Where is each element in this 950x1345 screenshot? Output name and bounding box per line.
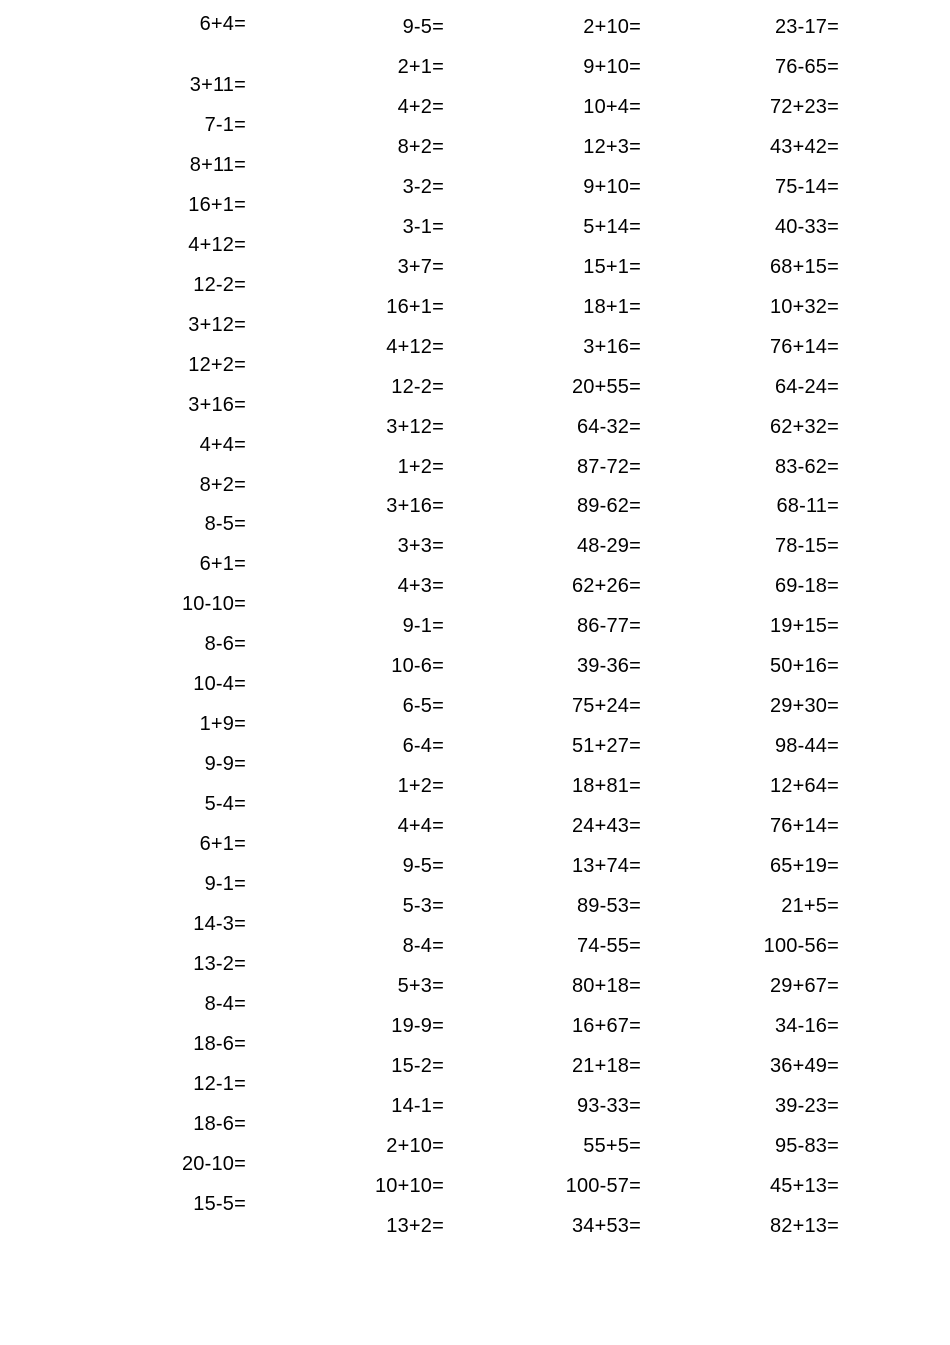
math-problem: 36+49= <box>769 1054 839 1077</box>
math-problem: 3+7= <box>397 255 444 278</box>
math-problem: 76-65= <box>774 56 839 78</box>
math-problem: 12-1= <box>193 1072 246 1095</box>
math-problem: 9-5= <box>402 855 444 877</box>
math-problem: 18-6= <box>193 1112 246 1135</box>
math-problem: 8+2= <box>199 473 246 496</box>
math-problem: 8-5= <box>204 513 246 536</box>
math-problem: 10-10= <box>181 593 246 616</box>
math-problem: 13+2= <box>386 1214 444 1237</box>
math-problem: 100-57= <box>565 1174 641 1197</box>
math-problem: 24+43= <box>571 815 641 838</box>
math-problem: 89-53= <box>576 894 641 917</box>
math-problem: 68-11= <box>776 495 839 518</box>
math-problem: 6+1= <box>199 553 246 576</box>
math-problem: 3+11= <box>189 74 246 96</box>
math-problem: 89-62= <box>576 495 641 518</box>
math-problem: 8+11= <box>189 153 246 176</box>
math-problem: 4+3= <box>397 575 444 598</box>
math-problem: 6-4= <box>402 735 444 758</box>
math-problem: 34+53= <box>571 1214 641 1237</box>
math-problem: 2+1= <box>397 56 444 78</box>
math-problem: 62+26= <box>571 575 641 598</box>
math-problem: 78-15= <box>774 535 839 558</box>
math-problem: 9+10= <box>583 56 641 78</box>
math-problem: 9-5= <box>402 16 444 38</box>
math-problem: 16+1= <box>386 295 444 318</box>
math-problem: 10+10= <box>374 1174 444 1197</box>
math-problem: 18+81= <box>571 775 641 798</box>
math-problem: 45+13= <box>769 1174 839 1197</box>
math-problem: 12+3= <box>583 135 641 158</box>
math-problem: 13-2= <box>193 952 246 975</box>
math-problem: 65+19= <box>769 855 839 877</box>
math-problem: 95-83= <box>774 1134 839 1157</box>
math-problem: 12+2= <box>188 353 246 376</box>
math-problem: 10-6= <box>391 655 444 678</box>
math-problem: 4+2= <box>397 95 444 118</box>
math-problem: 2+10= <box>583 16 641 38</box>
math-problem: 3+3= <box>397 535 444 558</box>
math-problem: 23-17= <box>774 16 839 38</box>
math-problem: 5+3= <box>397 974 444 997</box>
math-problem: 5+14= <box>583 215 641 238</box>
math-problem: 4+12= <box>386 335 444 358</box>
math-problem: 48-29= <box>576 535 641 558</box>
math-problem: 6-5= <box>402 695 444 718</box>
math-problem: 83-62= <box>774 455 839 478</box>
math-problem: 15-2= <box>391 1054 444 1077</box>
math-problem: 4+4= <box>199 433 246 456</box>
math-problem: 8-6= <box>204 633 246 656</box>
math-problem: 98-44= <box>774 735 839 758</box>
math-problem: 40-33= <box>774 215 839 238</box>
math-problem: 34-16= <box>774 1014 839 1037</box>
math-problem: 19+15= <box>769 615 839 638</box>
math-problem: 14-3= <box>193 912 246 935</box>
math-problem: 76+14= <box>769 335 839 358</box>
math-problem: 9-1= <box>402 615 444 638</box>
math-problem: 13+74= <box>571 855 641 877</box>
math-problem: 75+24= <box>571 695 641 718</box>
math-problem: 39-36= <box>576 655 641 678</box>
math-problem: 86-77= <box>576 615 641 638</box>
math-problem: 20-10= <box>181 1152 246 1175</box>
math-problem: 29+30= <box>769 695 839 718</box>
math-problem: 7-1= <box>204 113 246 136</box>
math-problem: 80+18= <box>571 974 641 997</box>
math-problem: 18-6= <box>193 1032 246 1055</box>
math-problem: 3-1= <box>402 215 444 238</box>
math-problem: 10+32= <box>769 295 839 318</box>
math-problem: 64-32= <box>576 415 641 438</box>
math-problem: 4+4= <box>397 815 444 838</box>
math-problem: 18+1= <box>583 295 641 318</box>
math-problem: 9-9= <box>204 753 246 776</box>
math-problem: 12+64= <box>769 775 839 798</box>
math-problem: 62+32= <box>769 415 839 438</box>
math-problem: 10+4= <box>583 95 641 118</box>
math-problem: 8-4= <box>402 934 444 957</box>
math-problem: 15-5= <box>193 1192 246 1215</box>
math-problem: 75-14= <box>774 175 839 198</box>
math-problem: 72+23= <box>769 95 839 118</box>
math-problem: 3-2= <box>402 175 444 198</box>
math-problem: 5-3= <box>402 894 444 917</box>
math-problem: 55+5= <box>583 1134 641 1157</box>
math-problem: 69-18= <box>774 575 839 598</box>
math-problem: 5-4= <box>204 793 246 816</box>
math-problem: 74-55= <box>576 934 641 957</box>
math-problem: 82+13= <box>769 1214 839 1237</box>
math-problem: 14-1= <box>391 1094 444 1117</box>
math-problem: 1+2= <box>397 775 444 798</box>
math-problem: 64-24= <box>774 375 839 398</box>
math-problem: 29+67= <box>769 974 839 997</box>
math-problem: 19-9= <box>391 1014 444 1037</box>
math-problem: 76+14= <box>769 815 839 838</box>
math-problem: 1+9= <box>199 713 246 736</box>
math-problem: 16+1= <box>188 193 246 216</box>
math-problem: 68+15= <box>769 255 839 278</box>
math-problem: 50+16= <box>769 655 839 678</box>
math-problem: 10-4= <box>193 673 246 696</box>
math-problem: 3+16= <box>188 393 246 416</box>
math-problem: 43+42= <box>769 135 839 158</box>
math-problem: 3+12= <box>386 415 444 438</box>
math-problem: 93-33= <box>576 1094 641 1117</box>
math-problem: 6+4= <box>199 13 246 35</box>
math-problem: 21+18= <box>571 1054 641 1077</box>
math-problem: 87-72= <box>576 455 641 478</box>
math-problem: 1+2= <box>397 455 444 478</box>
math-problem: 20+55= <box>571 375 641 398</box>
math-problem: 8-4= <box>204 992 246 1015</box>
math-problem: 100-56= <box>763 934 839 957</box>
math-problem: 51+27= <box>571 735 641 758</box>
math-problem: 9+10= <box>583 175 641 198</box>
math-problem: 15+1= <box>583 255 641 278</box>
math-problem: 3+12= <box>188 313 246 336</box>
math-problem: 12-2= <box>391 375 444 398</box>
math-problem: 3+16= <box>386 495 444 518</box>
math-problem: 12-2= <box>193 273 246 296</box>
math-problem: 21+5= <box>781 894 839 917</box>
math-problem: 39-23= <box>774 1094 839 1117</box>
math-problem: 9-1= <box>204 873 246 895</box>
math-problem: 2+10= <box>386 1134 444 1157</box>
math-problem: 6+1= <box>199 833 246 856</box>
math-problem: 8+2= <box>397 135 444 158</box>
math-problem: 3+16= <box>583 335 641 358</box>
math-problem: 4+12= <box>188 233 246 256</box>
math-problem: 16+67= <box>571 1014 641 1037</box>
